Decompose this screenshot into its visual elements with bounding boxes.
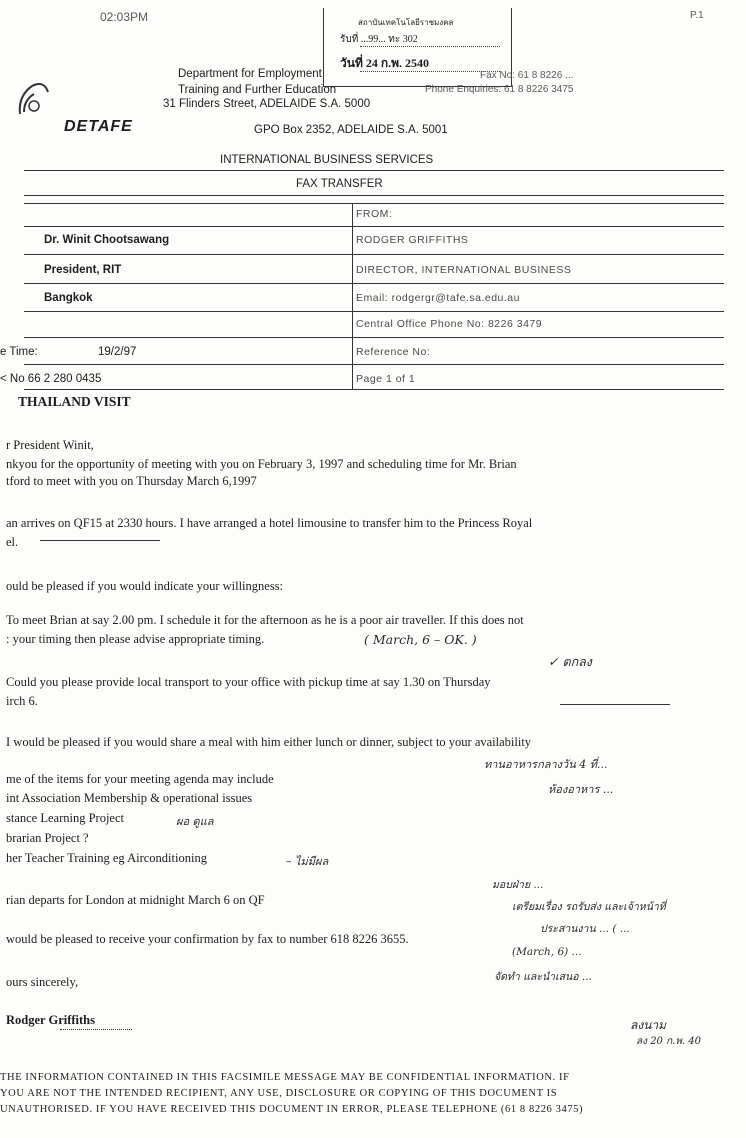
handwritten-margin-note-5: จัดทำ และนำเสนอ ... bbox=[494, 971, 592, 983]
table-rule bbox=[24, 364, 724, 365]
page-mark: P.1 bbox=[690, 10, 704, 21]
table-rule bbox=[24, 203, 724, 204]
recipient-title: President, RIT bbox=[44, 264, 122, 276]
subject-line: THAILAND VISIT bbox=[18, 394, 131, 409]
reference-number: Reference No: bbox=[356, 346, 431, 358]
paragraph-1-line-2: tford to meet with you on Thursday March 6,1997 bbox=[6, 474, 257, 488]
handwritten-note-march-6: ( March, 6 – OK. ) bbox=[364, 632, 477, 647]
item-2-line-2: irch 6. bbox=[6, 694, 38, 708]
dept-line-2: Training and Further Education bbox=[178, 84, 337, 96]
sender-email: Email: rodgergr@tafe.sa.edu.au bbox=[356, 292, 520, 304]
sender-name: RODGER GRIFFITHS bbox=[356, 234, 469, 246]
paragraph-4: rian departs for London at midnight March 6 on QF bbox=[6, 893, 265, 907]
stamp-rule bbox=[360, 71, 500, 72]
agenda-item-1: int Association Membership & operational issues bbox=[6, 791, 253, 805]
closing: ours sincerely, bbox=[6, 975, 79, 989]
phone-enquiries: Phone Enquiries: 61 8 8226 3475 bbox=[425, 84, 574, 95]
page-count: Page 1 of 1 bbox=[356, 373, 416, 385]
handwritten-aircon-note: – ไม่มีผล bbox=[286, 855, 329, 868]
fax-title: FAX TRANSFER bbox=[296, 178, 383, 190]
handwritten-approval: ✓ ตกลง bbox=[548, 654, 592, 669]
agenda-item-2: stance Learning Project bbox=[6, 811, 125, 825]
dept-address: 31 Flinders Street, ADELAIDE S.A. 5000 bbox=[163, 98, 371, 110]
handwritten-margin-note-4: (March, 6) ... bbox=[512, 946, 582, 958]
underline-stroke bbox=[40, 540, 160, 541]
stamp-institution: สถาบันเทคโนโลยีราชมงคล bbox=[358, 18, 454, 27]
section-title: INTERNATIONAL BUSINESS SERVICES bbox=[220, 154, 434, 166]
date-label: e Time: bbox=[0, 346, 38, 358]
agenda-intro: me of the items for your meeting agenda may include bbox=[6, 772, 274, 786]
table-rule bbox=[24, 254, 724, 255]
item-1-line-1: To meet Brian at say 2.00 pm. I schedule it for the afternoon as he is a poor air traveller. If this does not bbox=[6, 613, 524, 627]
stamp-rule bbox=[360, 46, 500, 47]
detafe-logo-icon bbox=[14, 78, 54, 122]
handwritten-signature: ลงนาม bbox=[630, 1018, 667, 1032]
signature-underline bbox=[60, 1029, 132, 1030]
recipient-fax: < No 66 2 280 0435 bbox=[0, 373, 102, 385]
paragraph-2-line-1: an arrives on QF15 at 2330 hours. I have arranged a hotel limousine to transfer him to the Princess Royal bbox=[6, 516, 533, 530]
table-divider bbox=[352, 203, 353, 389]
paragraph-2-line-2: el. bbox=[6, 535, 19, 549]
underline-stroke bbox=[560, 704, 670, 705]
recipient-city: Bangkok bbox=[44, 292, 93, 304]
logo-text: DETAFE bbox=[64, 118, 133, 135]
table-rule bbox=[24, 311, 724, 312]
handwritten-meal-note: ทานอาหารกลางวัน 4 ที่... bbox=[484, 758, 608, 771]
dept-line-1: Department for Employment bbox=[178, 68, 322, 80]
salutation: r President Winit, bbox=[6, 438, 94, 452]
fax-number: Fax No: 61 8 8226 ... bbox=[480, 70, 574, 81]
sender-title: DIRECTOR, INTERNATIONAL BUSINESS bbox=[356, 264, 572, 276]
date-value: 19/2/97 bbox=[98, 346, 137, 358]
po-box: GPO Box 2352, ADELAIDE S.A. 5001 bbox=[254, 124, 448, 136]
table-rule bbox=[24, 195, 724, 196]
item-2-line-1: Could you please provide local transport to your office with pickup time at say 1.30 on Thursday bbox=[6, 675, 491, 689]
fax-time: 02:03PM bbox=[100, 10, 149, 24]
agenda-item-3: brarian Project ? bbox=[6, 831, 89, 845]
paragraph-1-line-1: nkyou for the opportunity of meeting with you on February 3, 1997 and scheduling time for Mr. Brian bbox=[6, 457, 517, 471]
disclaimer-line-3: UNAUTHORISED. IF YOU HAVE RECEIVED THIS DOCUMENT IN ERROR, PLEASE TELEPHONE (61 8 8226 3475) bbox=[0, 1104, 584, 1115]
handwritten-agenda-note: ผอ ดูแล bbox=[176, 815, 214, 828]
paragraph-3: ould be pleased if you would indicate your willingness: bbox=[6, 579, 284, 593]
handwritten-margin-note-2: เตรียมเรื่อง รถรับส่ง และเจ้าหน้าที่ bbox=[512, 901, 666, 913]
table-rule bbox=[24, 389, 724, 390]
sender-phone: Central Office Phone No: 8226 3479 bbox=[356, 318, 543, 330]
handwritten-sign-date: ลง 20 ก.พ. 40 bbox=[636, 1036, 701, 1047]
handwritten-room-note: ห้องอาหาร ... bbox=[548, 783, 614, 796]
handwritten-margin-note-1: มอบฝ่าย ... bbox=[492, 879, 544, 891]
paragraph-5: would be pleased to receive your confirmation by fax to number 618 8226 3655. bbox=[6, 932, 409, 946]
stamp-date: วันที่ 24 ก.พ. 2540 bbox=[340, 56, 430, 70]
disclaimer-line-1: THE INFORMATION CONTAINED IN THIS FACSIMILE MESSAGE MAY BE CONFIDENTIAL INFORMATION. IF bbox=[0, 1072, 570, 1083]
stamp-number: รับที่ ...99... ทะ 302 bbox=[340, 34, 418, 45]
item-1-line-2: : your timing then please advise appropriate timing. bbox=[6, 632, 265, 646]
signatory: Rodger Griffiths bbox=[6, 1013, 95, 1027]
table-rule bbox=[24, 283, 724, 284]
item-3: I would be pleased if you would share a meal with him either lunch or dinner, subject to your availability bbox=[6, 735, 532, 749]
recipient-name: Dr. Winit Chootsawang bbox=[44, 234, 170, 246]
handwritten-margin-note-3: ประสานงาน ... ( ... bbox=[540, 923, 630, 935]
agenda-item-4: her Teacher Training eg Airconditioning bbox=[6, 851, 207, 865]
table-rule bbox=[24, 170, 724, 171]
from-label: FROM: bbox=[356, 208, 393, 220]
disclaimer-line-2: YOU ARE NOT THE INTENDED RECIPIENT, ANY USE, DISCLOSURE OR COPYING OF THIS DOCUMENT IS bbox=[0, 1088, 558, 1099]
table-rule bbox=[24, 226, 724, 227]
table-rule bbox=[24, 337, 724, 338]
